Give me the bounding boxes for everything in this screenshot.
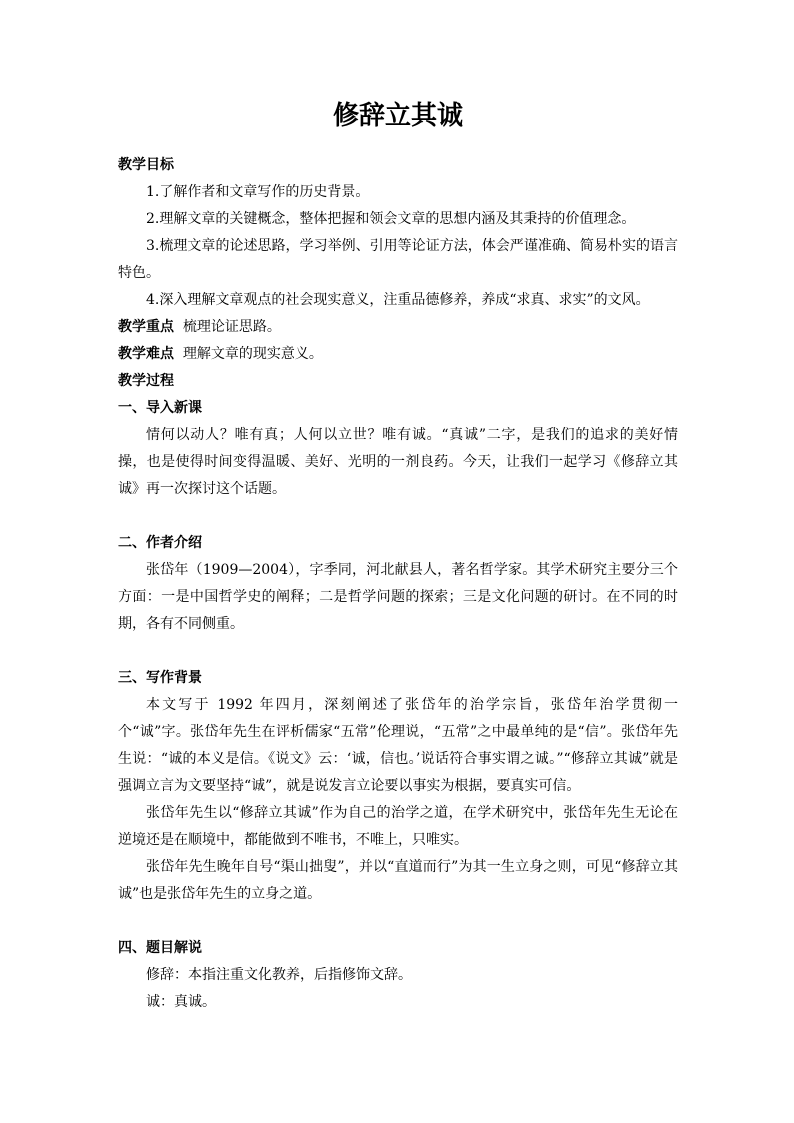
section-paragraph: 本文写于 1992 年四月，深刻阐述了张岱年的治学宗旨，张岱年治学贯彻一个“诚”字。张岱年先生在评析儒家“五常”伦理说，“五常”之中最单纯的是“信”。张岱年先生说：“诚的本义是信。《说文》云：‘诚，信也。’说话符合事实谓之诚。”“修辞立其诚”就是强调立言为文要坚持“诚”，就是说发言立论要以事实为根据，要真实可信。 bbox=[118, 697, 678, 794]
process-heading: 教学过程 bbox=[118, 373, 174, 389]
key-point-line bbox=[118, 314, 678, 341]
section-gap bbox=[118, 638, 678, 665]
section-heading: 一、导入新课 bbox=[118, 400, 202, 416]
section-gap bbox=[118, 503, 678, 530]
document-title: 修辞立其诚 bbox=[332, 101, 463, 131]
objective-item: 2.理解文章的关键概念，整体把握和领会文章的思想内涵及其秉持的价值理念。 bbox=[146, 211, 636, 227]
section-paragraph: 情何以动人？唯有真；人何以立世？唯有诚。“真诚”二字，是我们的追求的美好情操，也是使得时间变得温暖、美好、光明的一剂良药。今天，让我们一起学习《修辞立其诚》再一次探讨这个话题。 bbox=[118, 427, 678, 497]
key-point-label: 教学重点 bbox=[118, 319, 174, 335]
document-body bbox=[118, 152, 678, 1016]
difficulty-label: 教学难点 bbox=[118, 346, 174, 362]
section-gap bbox=[118, 908, 678, 935]
section-paragraph: 修辞：本指注重文化教养，后指修饰文辞。 bbox=[146, 967, 412, 983]
objective-item: 4.深入理解文章观点的社会现实意义，注重品德修养，养成“求真、求实”的文风。 bbox=[146, 292, 650, 308]
section-paragraph: 张岱年先生以“修辞立其诚”作为自己的治学之道，在学术研究中，张岱年先生无论在逆境还是在顺境中，都能做到不唯书，不唯上，只唯实。 bbox=[118, 805, 678, 848]
section-paragraph: 张岱年（1909—2004），字季同，河北献县人，著名哲学家。其学术研究主要分三个方面：一是中国哲学史的阐释；二是哲学问题的探索；三是文化问题的研讨。在不同的时期，各有不同侧重。 bbox=[118, 562, 678, 632]
objective-item: 3.梳理文章的论述思路，学习举例、引用等论证方法，体会严谨准确、简易朴实的语言特色。 bbox=[118, 238, 678, 281]
objective-item: 1.了解作者和文章写作的历史背景。 bbox=[146, 184, 370, 200]
section-heading: 三、写作背景 bbox=[118, 670, 202, 686]
section-paragraph: 诚：真诚。 bbox=[146, 994, 216, 1010]
section-heading: 四、题目解说 bbox=[118, 940, 202, 956]
difficulty-line bbox=[118, 341, 678, 368]
section-paragraph: 张岱年先生晚年自号“渠山拙叟”，并以“直道而行”为其一生立身之则，可见“修辞立其诚”也是张岱年先生的立身之道。 bbox=[118, 859, 678, 902]
section-heading: 二、作者介绍 bbox=[118, 535, 202, 551]
objectives-heading: 教学目标 bbox=[118, 157, 174, 173]
key-point-text: 梳理论证思路。 bbox=[182, 319, 281, 335]
difficulty-text: 理解文章的现实意义。 bbox=[182, 346, 323, 362]
